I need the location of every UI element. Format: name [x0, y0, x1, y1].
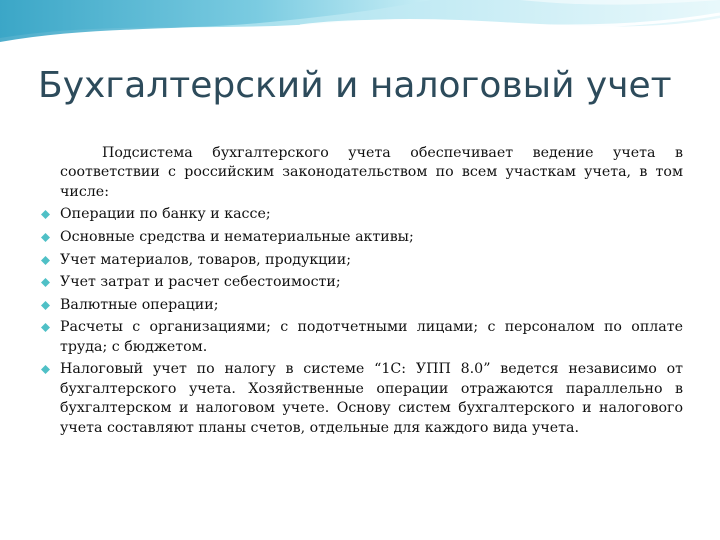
- list-item-text: Налоговый учет по налогу в системе “1С: УПП 8.0” ведется независимо от бухгалтерского учета. Хозяйственные операции отражаются параллельно в бухгалтерском и налоговом учете. Основу систем бухгалтерского и налогового учета составляют планы счетов, отдельные для каждого вида учета.: [60, 361, 683, 436]
- list-item: [41, 228, 683, 247]
- bullet-icon: [41, 323, 50, 332]
- list-item: [41, 296, 683, 315]
- list-item-text: Основные средства и нематериальные активы;: [60, 229, 414, 245]
- bullet-icon: [41, 365, 50, 374]
- bullet-icon: [41, 233, 50, 242]
- list-item-text: Учет материалов, товаров, продукции;: [60, 251, 351, 268]
- list-item: [41, 205, 683, 224]
- bullet-icon: [41, 256, 50, 265]
- slide-title: Бухгалтерский и налоговый учет: [38, 65, 672, 106]
- list-item: [41, 318, 683, 357]
- list-item: [41, 273, 683, 292]
- list-item-text: Расчеты с организациями; с подотчетными лицами; с персоналом по оплате труда; с бюджетом.: [60, 319, 683, 355]
- header-wave-decoration: [0, 0, 720, 70]
- bullet-icon: [41, 301, 50, 310]
- list-item-text: Операции по банку и кассе;: [60, 206, 271, 223]
- bullet-icon: [41, 210, 50, 219]
- bullet-list: [41, 205, 683, 438]
- list-item-text: Валютные операции;: [60, 296, 219, 313]
- list-item: [41, 251, 683, 270]
- intro-paragraph: Подсистема бухгалтерского учета обеспечивает ведение учета в соответствии с российским законодательством по всем участкам учета, в том числе:: [60, 145, 683, 200]
- list-item: [41, 360, 683, 438]
- slide-body: [41, 144, 683, 438]
- list-item-text: Учет затрат и расчет себестоимости;: [60, 274, 341, 291]
- bullet-icon: [41, 278, 50, 287]
